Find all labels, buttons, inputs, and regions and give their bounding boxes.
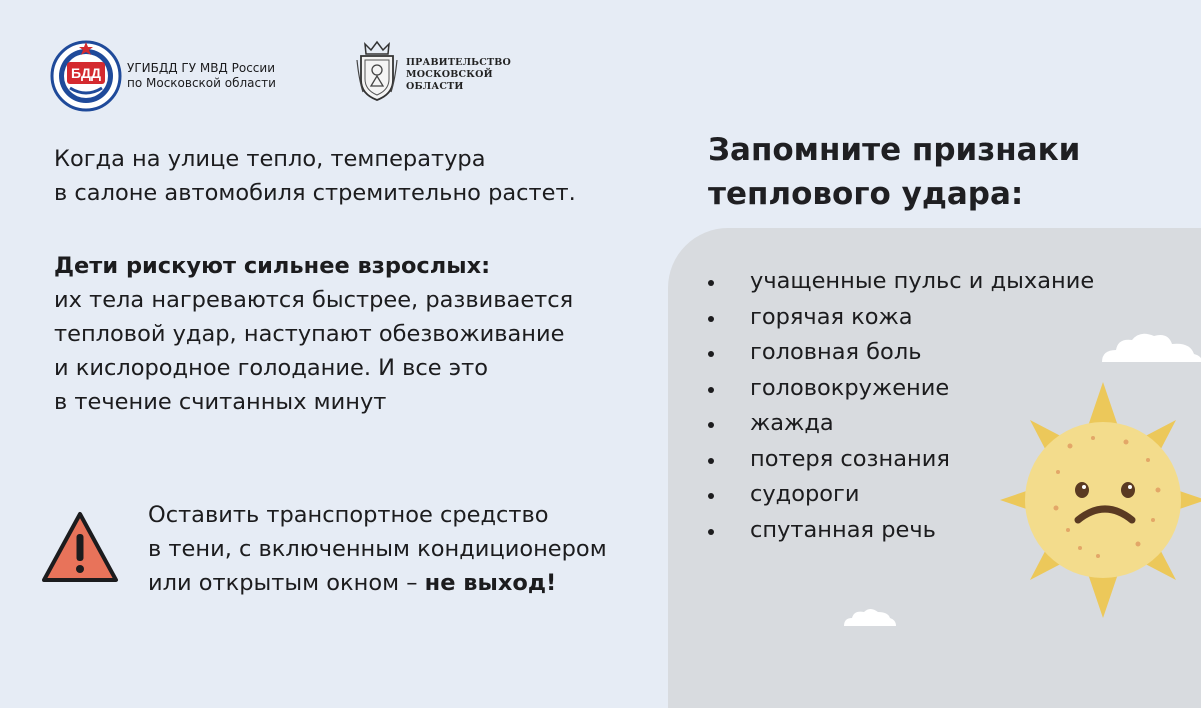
government-caption — [406, 57, 511, 93]
symptoms-title-line2: теплового удара: — [708, 176, 1024, 212]
warning-line-prefix: или открытым окном – — [148, 570, 425, 596]
gibdd-logo-text: БДД — [70, 65, 102, 81]
symptom-label: потеря сознания — [750, 445, 950, 472]
symptom-item — [705, 300, 1094, 336]
warning-paragraph — [148, 498, 668, 600]
lead-line: в салоне автомобиля стремительно растет. — [54, 180, 576, 206]
government-caption-line1: ПРАВИТЕЛЬСТВО — [406, 57, 511, 68]
risk-paragraph — [54, 249, 674, 419]
cloud-icon — [1098, 328, 1201, 364]
lead-line: Когда на улице тепло, температура — [54, 146, 486, 172]
bullet-icon — [708, 280, 714, 286]
symptom-label: жажда — [750, 410, 834, 436]
warning-line: Оставить транспортное средство — [148, 502, 549, 528]
warning-line — [148, 566, 668, 600]
symptom-label: горячая кожа — [750, 303, 913, 330]
gibdd-caption-line1: УГИБДД ГУ МВД России — [127, 61, 275, 75]
cloud-icon — [842, 606, 898, 628]
symptom-label: головокружение — [750, 374, 950, 401]
sad-sun-icon — [998, 380, 1201, 620]
symptom-item — [705, 335, 1094, 371]
symptom-label: спутанная речь — [750, 516, 936, 543]
government-caption-line2: МОСКОВСКОЙ — [406, 69, 493, 80]
symptom-label: судороги — [750, 481, 860, 507]
risk-line: их тела нагреваются быстрее, развивается — [54, 287, 574, 313]
bullet-icon — [708, 351, 714, 357]
bullet-icon — [708, 493, 714, 499]
symptom-label: головная боль — [750, 339, 922, 365]
risk-heading: Дети рискуют сильнее взрослых: — [54, 253, 491, 279]
warning-triangle-icon — [40, 510, 120, 584]
bullet-icon — [708, 529, 714, 535]
risk-line: в течение считанных минут — [54, 389, 387, 415]
symptom-label: учащенные пульс и дыхание — [750, 268, 1095, 294]
bullet-icon — [708, 387, 714, 393]
lead-paragraph — [54, 142, 674, 210]
bullet-icon — [708, 316, 714, 322]
symptoms-title — [708, 128, 1080, 216]
symptoms-title-line1: Запомните признаки — [708, 132, 1081, 168]
risk-line: тепловой удар, наступают обезвоживание — [54, 321, 565, 347]
risk-line: и кислородное голодание. И все это — [54, 355, 488, 381]
gibdd-caption — [127, 61, 276, 91]
warning-line: в тени, с включенным кондиционером — [148, 536, 607, 562]
gibdd-caption-line2: по Московской области — [127, 76, 276, 90]
bullet-icon — [708, 422, 714, 428]
government-caption-line3: ОБЛАСТИ — [406, 81, 464, 92]
moscow-region-coat-of-arms-icon — [355, 40, 399, 102]
warning-emphasis: не выход! — [424, 570, 557, 596]
bullet-icon — [708, 458, 714, 464]
symptom-item — [705, 264, 1094, 300]
gibdd-emblem-icon — [50, 40, 122, 112]
